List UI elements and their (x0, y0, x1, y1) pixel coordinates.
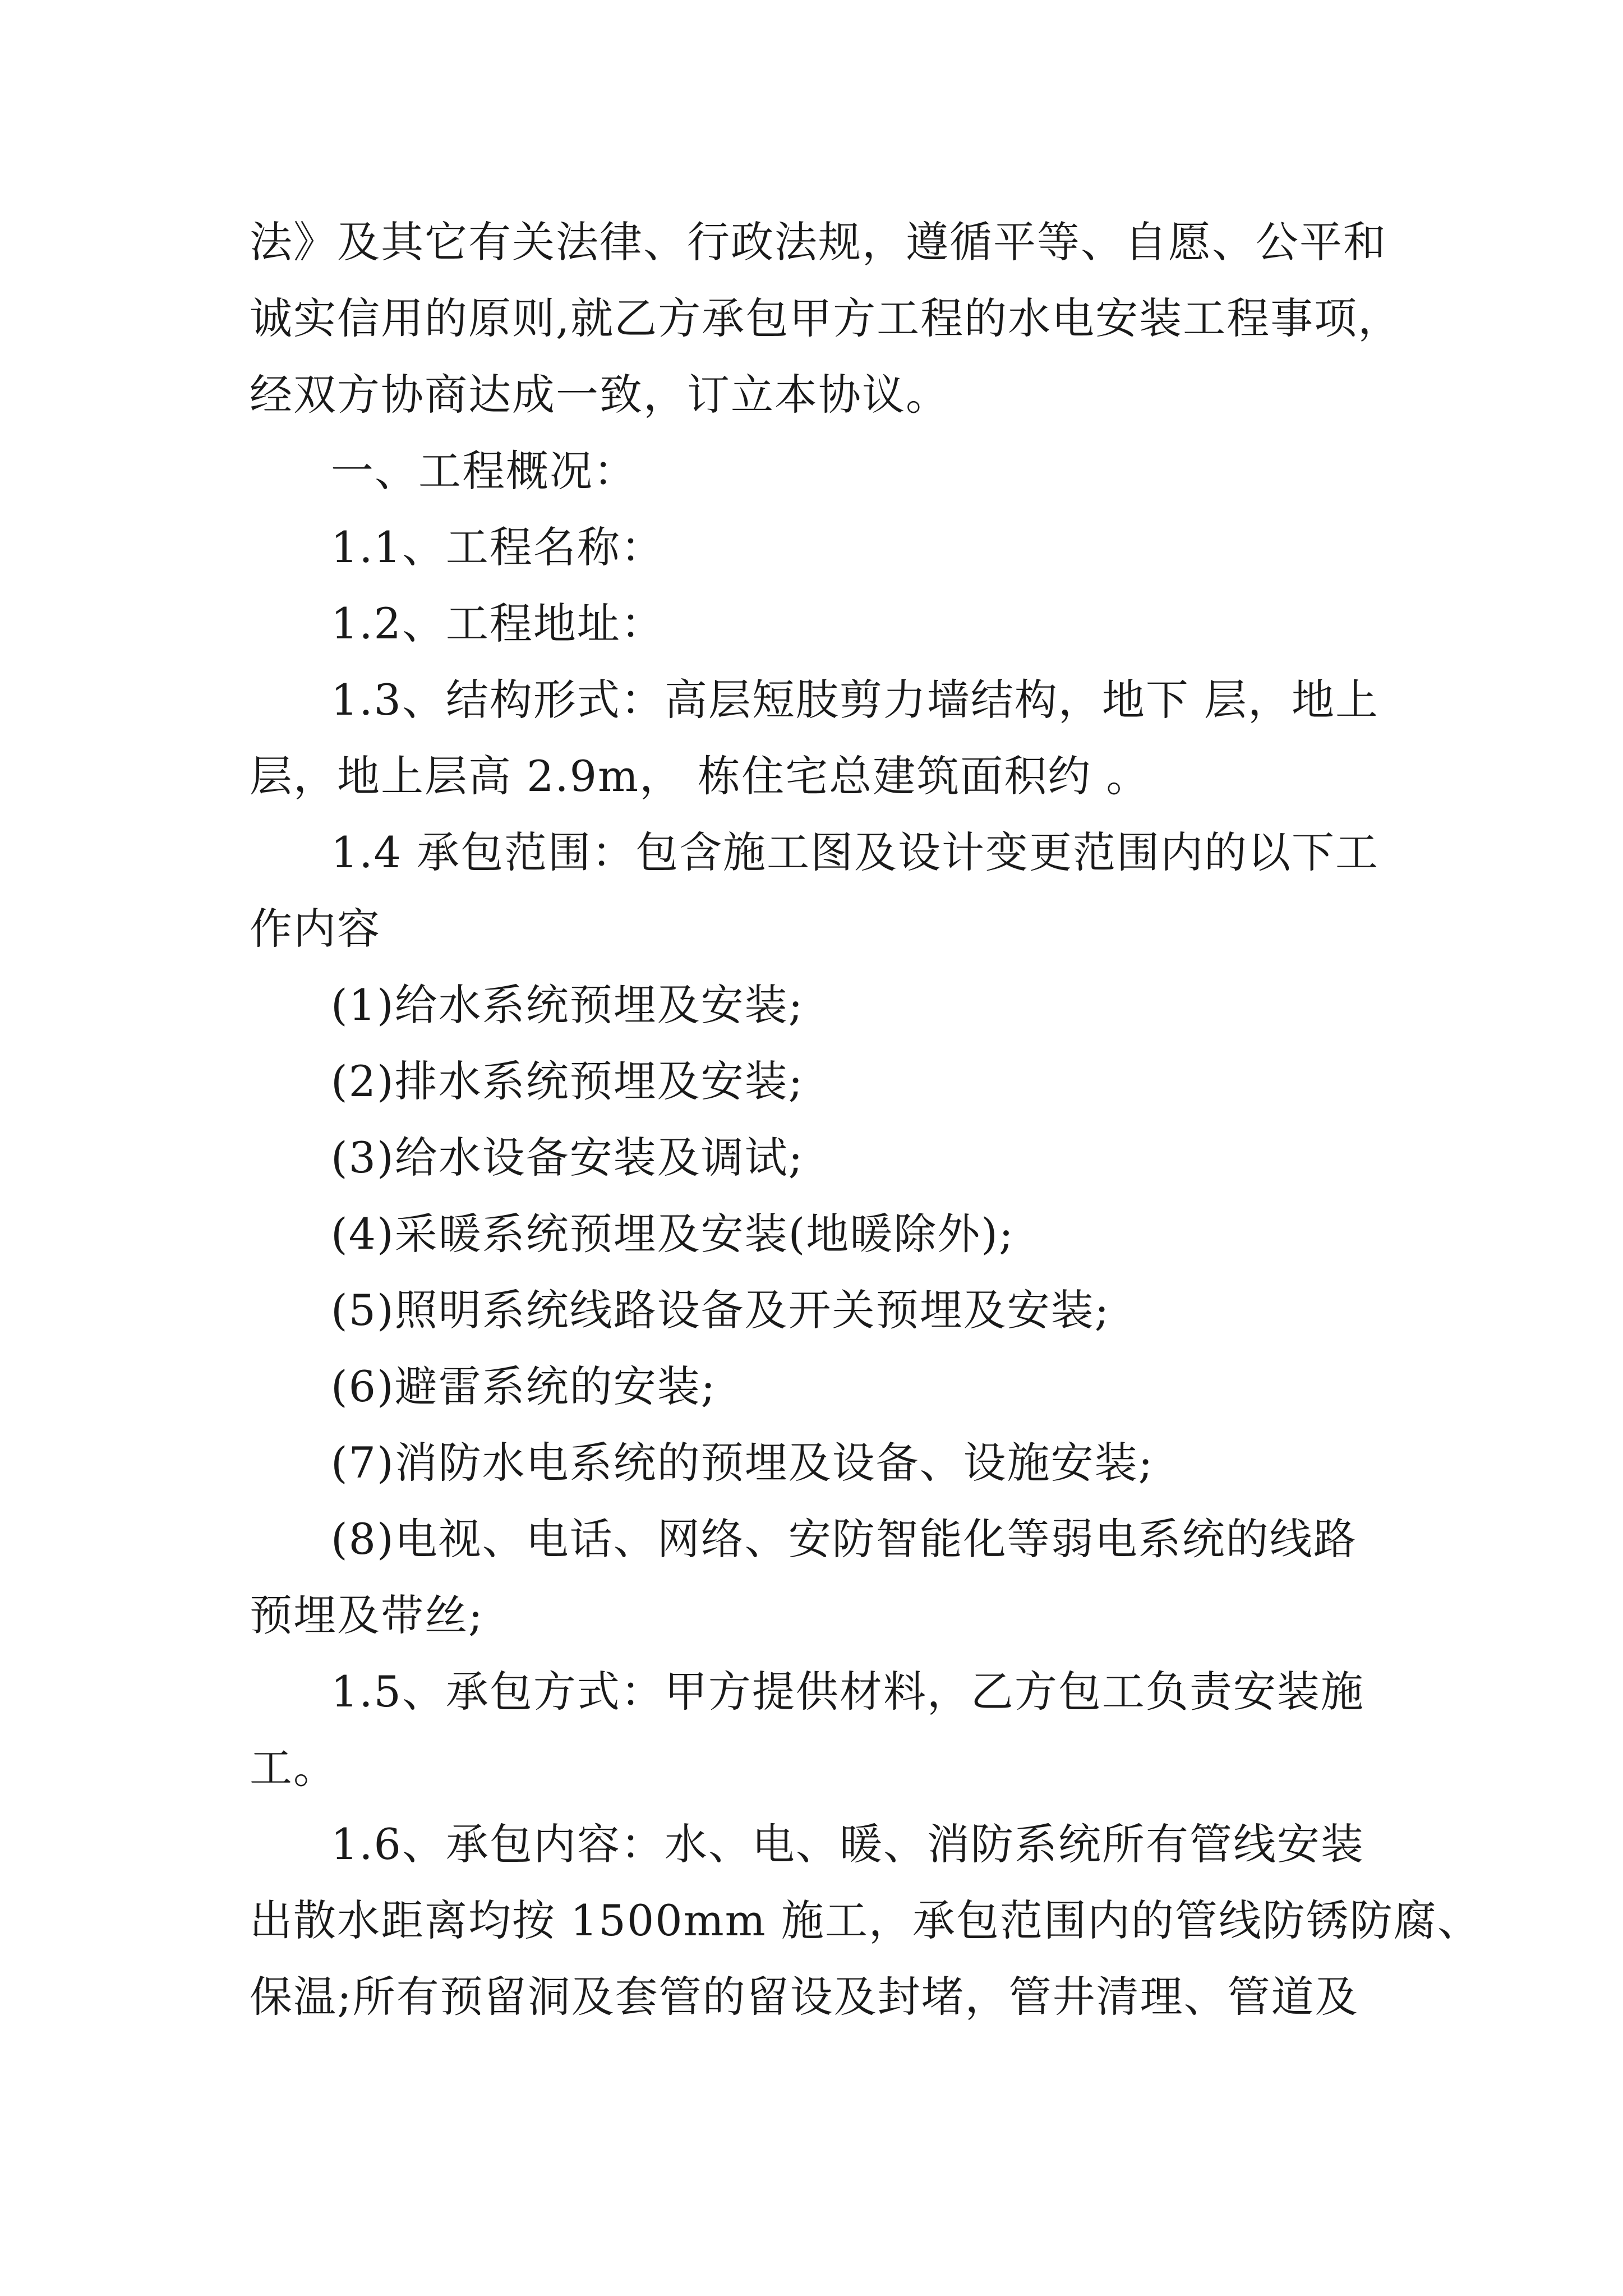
list-item: (1)给水系统预埋及安装; (331, 980, 804, 1030)
clause-line: 层，地上层高 2.9m， 栋住宅总建筑面积约 。 (250, 751, 1150, 801)
clause-line: 出散水距离均按 1500mm 施工，承包范围内的管线防锈防腐、 (250, 1895, 1481, 1945)
section-heading: 一、工程概况： (331, 446, 637, 496)
clause-line: 保温;所有预留洞及套管的留设及封堵，管井清理、管道及 (250, 1972, 1359, 2022)
paragraph-line: 诚实信用的原则,就乙方承包甲方工程的水电安装工程事项， (250, 293, 1402, 343)
list-item: (6)避雷系统的安装; (331, 1361, 717, 1411)
clause-line: 1.2、工程地址： (331, 599, 665, 648)
clause-line: 1.4 承包范围：包含施工图及设计变更范围内的以下工 (331, 827, 1380, 877)
list-item: (8)电视、电话、网络、安防智能化等弱电系统的线路 (331, 1514, 1357, 1564)
list-item: (5)照明系统线路设备及开关预埋及安装; (331, 1285, 1110, 1335)
paragraph-line: 法》及其它有关法律、行政法规，遵循平等、自愿、公平和 (250, 217, 1387, 267)
clause-line: 1.3、结构形式：高层短肢剪力墙结构，地下 层，地上 (331, 675, 1380, 725)
list-item: (4)采暖系统预埋及安装(地暖除外); (331, 1209, 1015, 1259)
clause-line: 1.6、承包内容：水、电、暖、消防系统所有管线安装 (331, 1819, 1364, 1869)
list-item: (3)给水设备安装及调试; (331, 1133, 804, 1182)
clause-line: 工。 (250, 1743, 337, 1793)
list-item: 预埋及带丝; (250, 1590, 484, 1640)
list-item: (7)消防水电系统的预埋及设备、设施安装; (331, 1438, 1154, 1488)
clause-line: 1.5、承包方式：甲方提供材料，乙方包工负责安装施 (331, 1667, 1364, 1717)
clause-line: 1.1、工程名称： (331, 522, 665, 572)
paragraph-line: 经双方协商达成一致，订立本协议。 (250, 370, 949, 420)
list-item: (2)排水系统预埋及安装; (331, 1056, 804, 1106)
clause-line: 作内容 (250, 904, 381, 954)
